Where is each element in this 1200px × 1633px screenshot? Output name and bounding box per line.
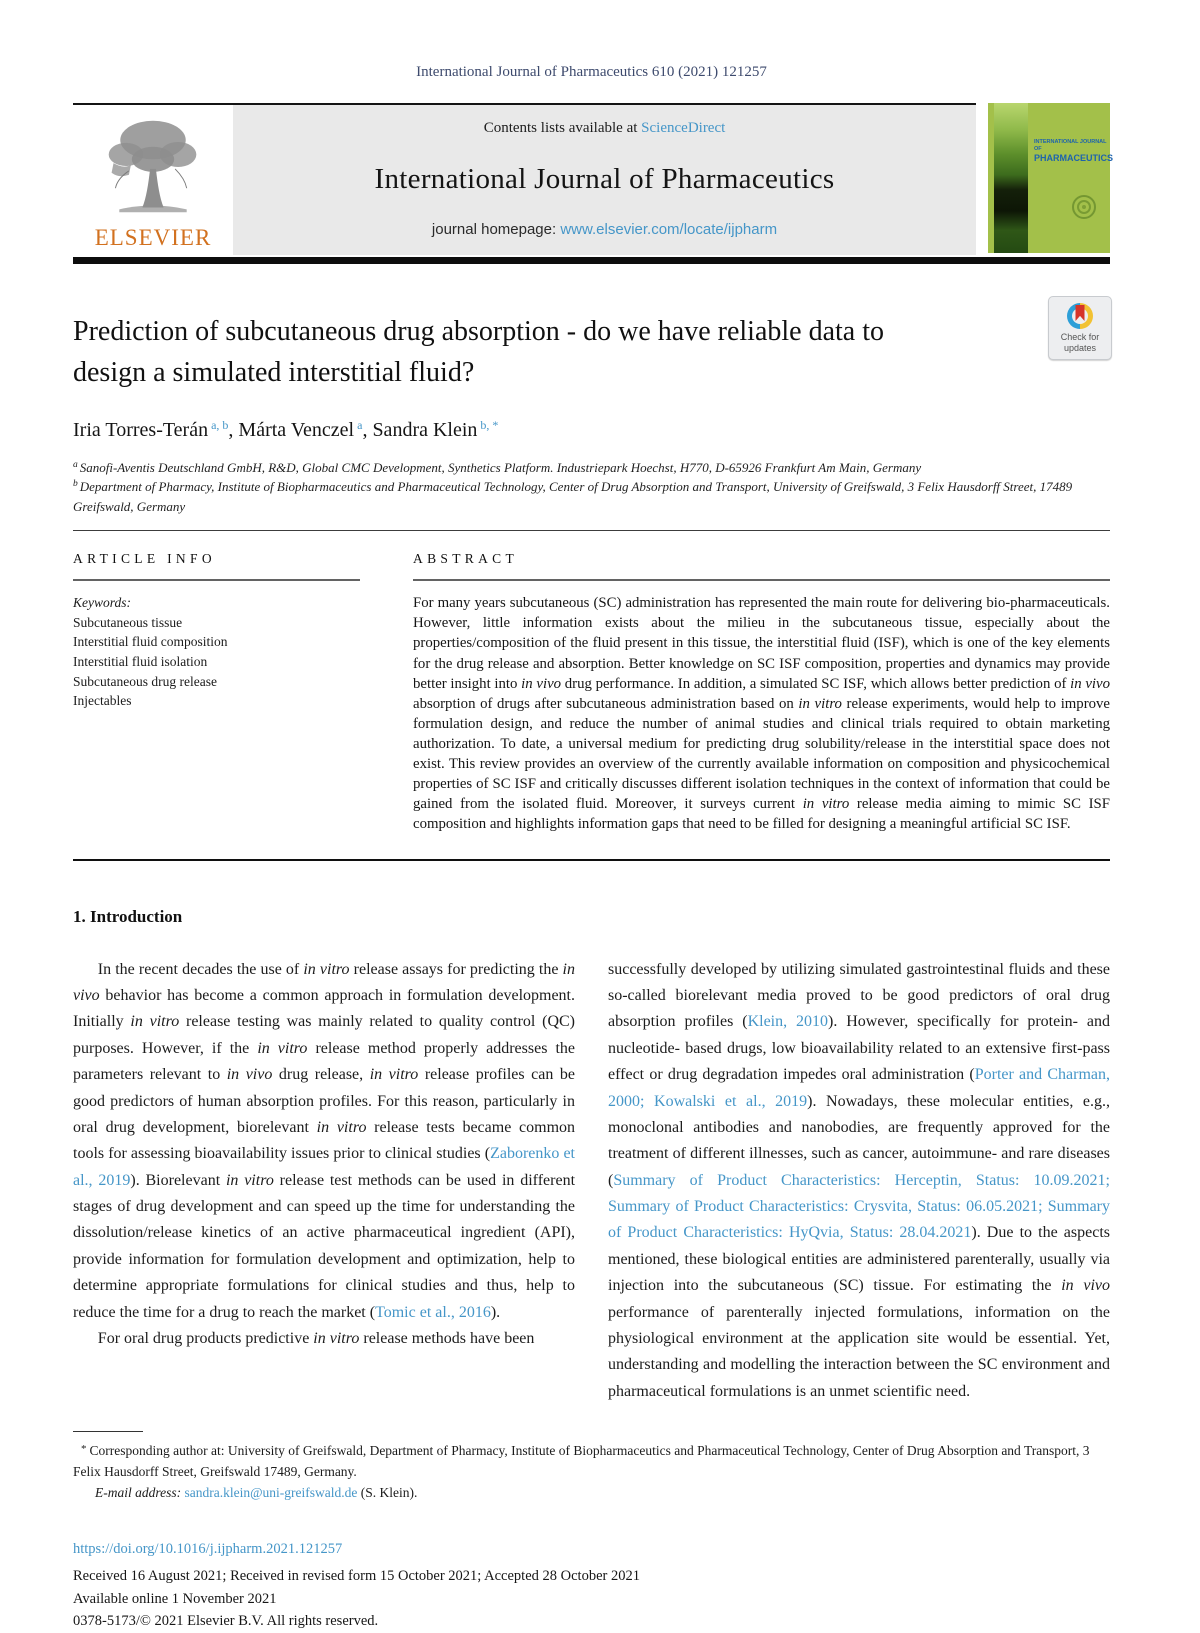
email-link[interactable]: sandra.klein@uni-greifswald.de bbox=[184, 1485, 358, 1501]
citation-link[interactable]: Klein, 2010 bbox=[747, 1013, 829, 1031]
divider bbox=[73, 579, 360, 581]
copyright-line: 0378-5173/© 2021 Elsevier B.V. All rights reserved. bbox=[73, 1613, 379, 1630]
divider bbox=[73, 859, 1110, 861]
info-abstract-section bbox=[73, 551, 1110, 834]
cover-spiral-emblem bbox=[1072, 195, 1096, 219]
body-column-right bbox=[608, 957, 1110, 1406]
contents-prefix: Contents lists available at bbox=[483, 120, 642, 136]
cover-title bbox=[1034, 139, 1113, 165]
cover-title-line2: PHARMACEUTICS bbox=[1034, 153, 1114, 164]
badge-text-line2: updates bbox=[1063, 343, 1097, 354]
body-column-left bbox=[73, 957, 575, 1406]
paragraph: In the recent decades the use of in vitro release assays for predicting the in vivo behavior has become a common approach in formulation development. Initially in vitro release testing was mainly related to quality control (QC) purposes. However, if the in vitro release method properly addresses the parameters relevant to in vivo drug release, in vitro release profiles can be good predictors of human absorption profiles. For this reason, particularly in oral drug development, biorelevant in vitro release tests became common tools for assessing bioavailability issues prior to clinical studies (Zaborenko et al., 2019). Biorelevant in vitro release test methods can be used in different stages of drug development and can speed up the time for understanding the dissolution/release kinetics of an active pharmaceutical ingredient (API), provide information for formulation development and optimization, help to determine appropriate formulations for clinical studies and thus, help to reduce the time for a drug to reach the market (Tomic et al., 2016). bbox=[73, 960, 576, 1321]
abstract-text: For many years subcutaneous (SC) administration has represented the main route for delivering bio-pharmaceuticals. However, little information exists about the milieu in the subcutaneous tissue, especially about the properties/composition of the fluid present in this tissue, the interstitial fluid (ISF), which is one of the key elements for the drug release and absorption. Better knowledge on SC ISF composition, properties and dynamics may provide better insight into in vivo drug performance. In addition, a simulated SC ISF, which allows better prediction of in vivo absorption of drugs after subcutaneous administration based on in vitro release experiments, would help to improve formulation design, and reduce the number of animal studies and clinical trials required to obtain marketing authorization. To date, a universal medium for predicting drug solubility/release in the interstitial space does not exist. This review provides an overview of the currently available information on composition and physicochemical properties of SC ISF and critically discusses different isolation techniques in the context of information that could be gained from the isolated fluid. Moreover, it surveys current in vitro release media aiming to mimic SC ISF composition and highlights information gaps that need to be filled for designing a meaningful artificial SC ISF. bbox=[413, 595, 1111, 833]
keyword: Subcutaneous tissue bbox=[73, 614, 183, 630]
footnote-divider bbox=[73, 1431, 143, 1432]
affiliation-a bbox=[73, 458, 1110, 478]
keyword: Subcutaneous drug release bbox=[73, 673, 217, 689]
author-name[interactable]: Sandra Klein bbox=[372, 418, 478, 441]
author-separator: , bbox=[228, 418, 239, 441]
citation-link[interactable]: Porter and Charman, 2000; Kowalski et al., 2019 bbox=[608, 1066, 1111, 1110]
check-for-updates-badge[interactable] bbox=[1048, 296, 1112, 360]
journal-title: International Journal of Pharmaceutics bbox=[374, 162, 835, 195]
email-label: E-mail address: bbox=[95, 1485, 182, 1501]
available-online: Available online 1 November 2021 bbox=[73, 1590, 277, 1607]
page-citation: International Journal of Pharmaceutics 610 (2021) 121257 bbox=[416, 64, 767, 80]
paragraph: For oral drug products predictive in vitro release methods have been bbox=[97, 1330, 535, 1348]
divider bbox=[73, 530, 1110, 531]
corresponding-author-note bbox=[73, 1441, 1110, 1483]
affiliation-marker: a bbox=[73, 459, 78, 470]
author-separator: , bbox=[362, 418, 373, 441]
citation-link[interactable]: Tomic et al., 2016 bbox=[375, 1303, 491, 1321]
badge-text-line1: Check for bbox=[1060, 332, 1100, 342]
corresponding-author-text: Corresponding author at: University of Greifswald, Department of Pharmacy, Institute of Biopharmaceutics and Pharmaceutical Technology, Center of Drug Absorption and Transport, 3 Felix Hausdorff Street, Greifswald 17489, Germany. bbox=[73, 1443, 1090, 1480]
author-line bbox=[73, 418, 1110, 442]
affiliation-text: Sanofi-Aventis Deutschland GmbH, R&D, Global CMC Development, Synthetics Platform. Industriepark Hoechst, H770, D-65926 Frankfurt Am Main, Germany bbox=[79, 459, 922, 475]
elsevier-logo[interactable] bbox=[73, 105, 233, 255]
homepage-prefix: journal homepage: bbox=[431, 221, 561, 238]
keyword: Interstitial fluid composition bbox=[73, 634, 228, 650]
badge-text bbox=[1052, 332, 1108, 355]
crossmark-icon bbox=[1067, 303, 1093, 329]
journal-header-band bbox=[73, 103, 976, 255]
author-affiliation-marker: a bbox=[357, 417, 363, 432]
doi-link[interactable]: https://doi.org/10.1016/j.ijpharm.2021.121257 bbox=[73, 1540, 343, 1557]
affiliations bbox=[73, 458, 1110, 517]
email-note: (S. Klein). bbox=[357, 1485, 418, 1501]
abstract-column bbox=[413, 551, 1110, 834]
affiliation-b bbox=[73, 477, 1110, 516]
author-name[interactable]: Márta Venczel bbox=[238, 418, 355, 441]
contents-line bbox=[484, 120, 726, 137]
abstract-heading: ABSTRACT bbox=[413, 551, 519, 567]
affiliation-text: Department of Pharmacy, Institute of Biopharmaceutics and Pharmaceutical Technology, Center of Drug Absorption and Transport, University of Greifswald, 3 Felix Hausdorff Street, 17489 Greifswald, Germany bbox=[73, 479, 1073, 514]
elsevier-wordmark: ELSEVIER bbox=[94, 225, 212, 250]
crossmark-bookmark-icon bbox=[1076, 305, 1085, 321]
divider-black-bar bbox=[73, 257, 1110, 264]
body-columns bbox=[73, 957, 1110, 1406]
divider bbox=[413, 579, 1110, 581]
publication-details bbox=[73, 1538, 1110, 1633]
keyword: Interstitial fluid isolation bbox=[73, 653, 208, 669]
homepage-line bbox=[432, 221, 777, 238]
cover-title-line1: INTERNATIONAL JOURNAL OF bbox=[1034, 139, 1107, 153]
citation-link[interactable]: Summary of Product Characteristics: Herceptin, Status: 10.09.2021; Summary of Product Characteristics: Crysvita, Status: 06.05.2021; Summary of Product Characteristics: HyQvia, Status: 28.04.2021 bbox=[608, 1171, 1110, 1242]
email-line bbox=[73, 1483, 1110, 1504]
cover-testtube-image bbox=[994, 103, 1028, 253]
journal-masthead bbox=[233, 105, 976, 255]
affiliation-marker: b bbox=[73, 479, 78, 490]
paragraph: successfully developed by utilizing simulated gastrointestinal fluids and these so-called biorelevant media proved to be good predictors of oral drug absorption profiles (Klein, 2010). However, specifically for protein- and nucleotide- based drugs, low bioavailability related to an extensive first-pass effect or drug degradation impedes oral administration (Porter and Charman, 2000; Kowalski et al., 2019). Nowadays, these molecular entities, e.g., monoclonal antibodies and nanobodies, are frequently approved for the treatment of different illnesses, such as cancer, autoimmune- and rare diseases (Summary of Product Characteristics: Herceptin, Status: 10.09.2021; Summary of Product Characteristics: Crysvita, Status: 06.05.2021; Summary of Product Characteristics: HyQvia, Status: 28.04.2021). Due to the aspects mentioned, these biological entities are administered parenterally, usually via injection into the subcutaneous (SC) tissue. For estimating the in vivo performance of parenterally injected formulations, information on the physiological environment at the application site would be essential. Yet, understanding and modelling the interaction between the SC environment and pharmaceutical formulations is an unmet scientific need. bbox=[608, 960, 1111, 1400]
keyword: Injectables bbox=[73, 693, 132, 709]
footnote-block bbox=[73, 1431, 1110, 1504]
sciencedirect-link[interactable]: ScienceDirect bbox=[641, 120, 726, 136]
keywords-label: Keywords: bbox=[73, 595, 131, 611]
elsevier-tree-icon bbox=[100, 115, 206, 224]
footnote-star: * bbox=[81, 1443, 87, 1456]
author-affiliation-marker: a, b bbox=[211, 417, 229, 432]
article-info-column bbox=[73, 551, 360, 834]
journal-cover-thumbnail[interactable] bbox=[988, 103, 1114, 253]
article-info-heading: ARTICLE INFO bbox=[73, 551, 216, 567]
received-dates: Received 16 August 2021; Received in revised form 15 October 2021; Accepted 28 October 2021 bbox=[73, 1568, 640, 1585]
journal-homepage-link[interactable]: www.elsevier.com/locate/ijpharm bbox=[560, 221, 778, 238]
keywords-block bbox=[73, 593, 360, 710]
author-affiliation-marker: b, * bbox=[480, 417, 499, 432]
journal-header bbox=[73, 103, 1114, 255]
section-heading-introduction: 1. Introduction bbox=[73, 906, 183, 926]
article-title: Prediction of subcutaneous drug absorption - do we have reliable data to design a simulated interstitial fluid? bbox=[73, 316, 884, 388]
citation-link[interactable]: Zaborenko et al., 2019 bbox=[73, 1145, 575, 1189]
author-name[interactable]: Iria Torres-Terán bbox=[73, 418, 209, 441]
